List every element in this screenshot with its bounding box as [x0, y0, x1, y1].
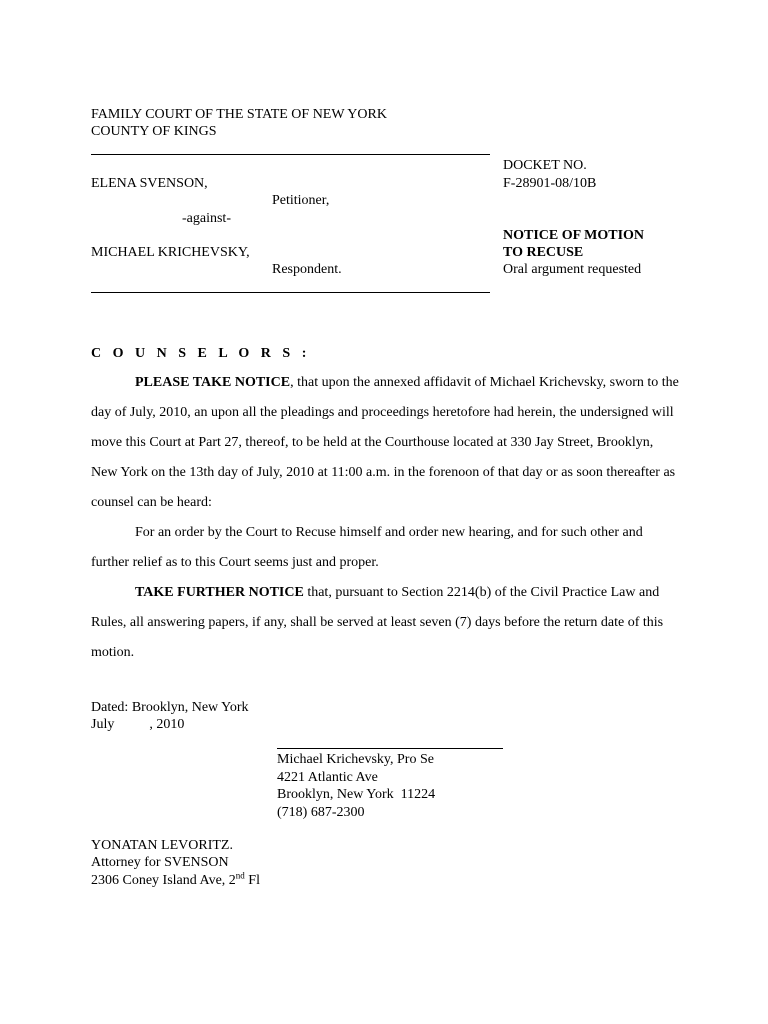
- paragraph-take-further-notice: [91, 578, 681, 668]
- signature-line: [277, 748, 503, 749]
- signer-name: Michael Krichevsky, Pro Se: [277, 752, 434, 767]
- notice-title-line1: NOTICE OF MOTION: [503, 228, 645, 243]
- attorney-address-ordinal: nd: [235, 870, 245, 881]
- paragraph-order: For an order by the Court to Recuse himself and order new hearing, and for such other and further relief as to this Court seems just and proper.: [91, 525, 643, 570]
- paragraph-3-text: that, pursuant to Section 2214(b) of the Civil Practice Law and Rules, all answering papers, if any, shall be served at least seven (7) days before the return date of this motion.: [91, 585, 664, 660]
- dated-place: Dated: Brooklyn, New York: [91, 700, 249, 715]
- attorney-name: YONATAN LEVORITZ.: [91, 838, 233, 853]
- notice-subtitle: Oral argument requested: [503, 262, 642, 277]
- docket-number: F-28901-08/10B: [503, 176, 597, 191]
- respondent-name: MICHAEL KRICHEVSKY,: [91, 245, 250, 260]
- caption-top-rule: [91, 154, 490, 155]
- dated-date: July , 2010: [91, 717, 185, 732]
- against-label: -against-: [182, 211, 231, 226]
- court-name: FAMILY COURT OF THE STATE OF NEW YORK: [91, 107, 387, 122]
- signer-phone: (718) 687-2300: [277, 805, 365, 820]
- salutation: C O U N S E L O R S :: [91, 346, 311, 361]
- paragraph-please-take-notice: [91, 368, 681, 518]
- respondent-role: Respondent.: [272, 262, 342, 277]
- take-further-notice-lead: TAKE FURTHER NOTICE: [135, 585, 304, 600]
- notice-title-line2: TO RECUSE: [503, 245, 584, 260]
- signer-city: Brooklyn, New York 11224: [277, 787, 436, 802]
- petitioner-name: ELENA SVENSON,: [91, 176, 208, 191]
- docket-label: DOCKET NO.: [503, 158, 587, 173]
- signer-street: 4221 Atlantic Ave: [277, 770, 378, 785]
- notice-body: [91, 368, 681, 668]
- paragraph-1-text: , that upon the annexed affidavit of Michael Krichevsky, sworn to the day of July, 2010, an upon all the pleadings and proceedings heretofore had herein, the undersigned will move this Court at Part 27, thereof, to be held at the Courthouse located at 330 Jay Street, Brooklyn, New York on the 13th day of July, 2010 at 11:00 a.m. in the forenoon of that day or as soon thereafter as counsel can be heard:: [91, 375, 679, 510]
- petitioner-role: Petitioner,: [272, 193, 330, 208]
- please-take-notice-lead: PLEASE TAKE NOTICE: [135, 375, 291, 390]
- caption-bottom-rule: [91, 292, 490, 293]
- court-county: COUNTY OF KINGS: [91, 124, 217, 139]
- attorney-address: [91, 872, 260, 889]
- attorney-address-floor: Fl: [244, 873, 260, 888]
- attorney-address-main: 2306 Coney Island Ave, 2: [91, 873, 236, 888]
- attorney-role: Attorney for SVENSON: [91, 855, 229, 870]
